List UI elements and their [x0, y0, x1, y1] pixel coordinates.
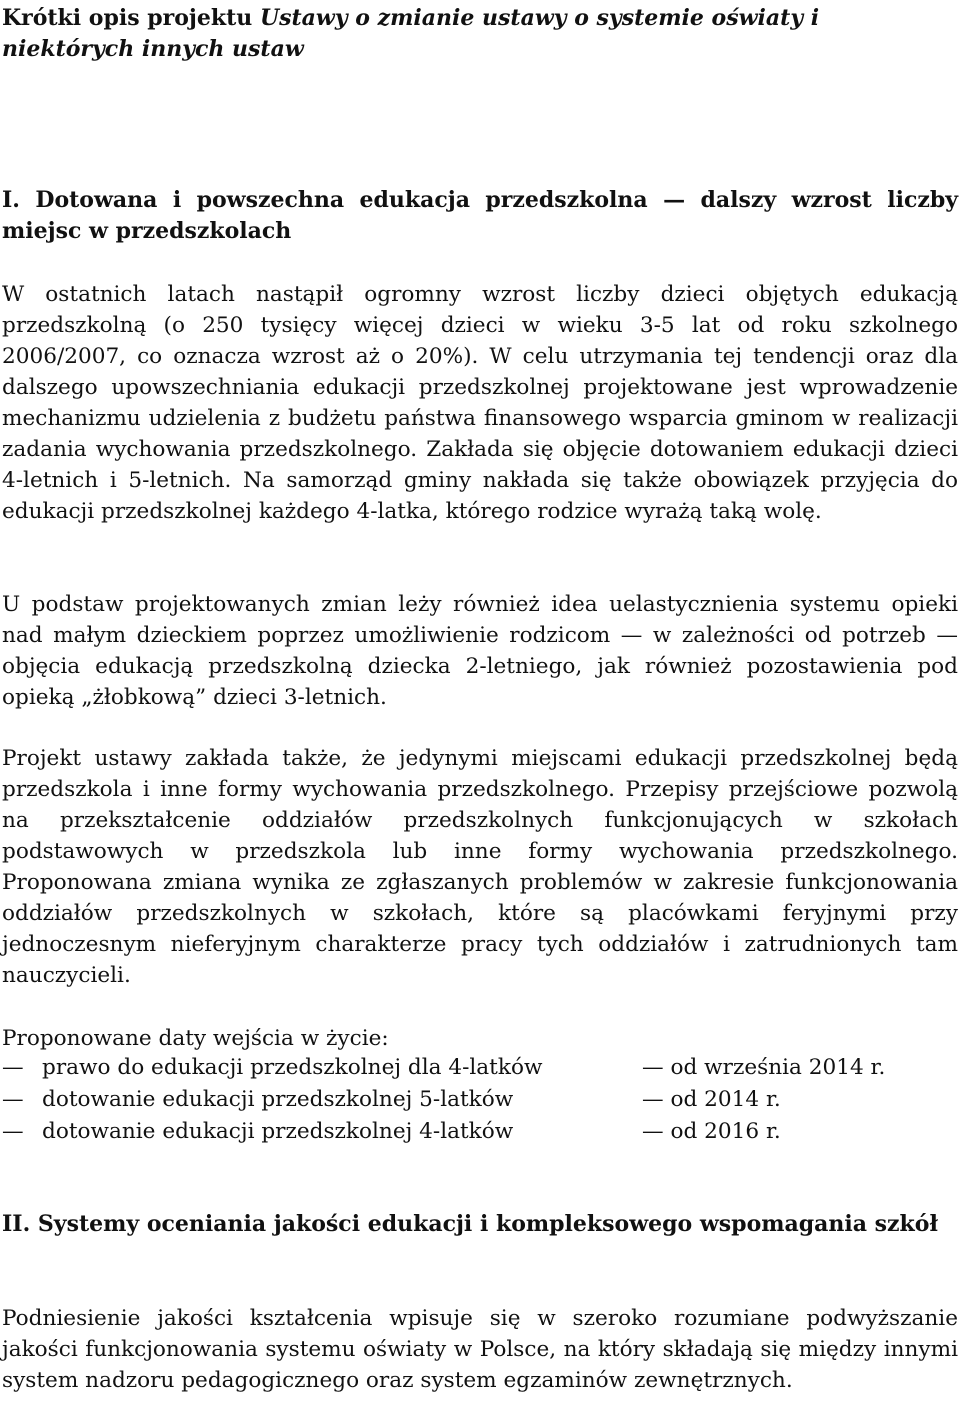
section-2-paragraph-1: Podniesienie jakości kształcenia wpisuje się w szeroko rozumiane podwyższanie jakości funkcjonowania systemu oświaty w Polsce, na który składają się między innymi system nadzoru pedagogicznego oraz system egzaminów zewnętrznych. — [2, 1306, 958, 1393]
date-item-label: prawo do edukacji przedszkolnej dla 4-latków — [42, 1055, 543, 1080]
dates-list-item — [2, 1084, 958, 1116]
title-act-name: Ustawy o zmianie ustawy o systemie oświaty i niektórych innych ustaw — [2, 5, 820, 62]
section-1-paragraph-2: U podstaw projektowanych zmian leży również idea uelastycznienia systemu opieki nad małym dzieckiem poprzez umożliwienie rodzicom — w zależności od potrzeb — objęcia edukacją przedszkolną dziecka 2-letniego, jak również pozostawienia pod opieką „żłobkową” dzieci 3-letnich. — [2, 592, 958, 710]
date-item-date: — od 2016 r. — [642, 1119, 781, 1144]
date-item-label: dotowanie edukacji przedszkolnej 4-latków — [42, 1119, 514, 1144]
section-2-heading: II. Systemy oceniania jakości edukacji i kompleksowego wspomagania szkół — [2, 1211, 938, 1237]
section-1-paragraph-1: W ostatnich latach nastąpił ogromny wzrost liczby dzieci objętych edukacją przedszkolną (o 250 tysięcy więcej dzieci w wieku 3-5 lat od roku szkolnego 2006/2007, co oznacza wzrost aż o 20%). W celu utrzymania tej tendencji oraz dla dalszego upowszechniania edukacji przedszkolnej projektowane jest wprowadzenie mechanizmu udzielenia z budżetu państwa finansowego wsparcia gminom w realizacji zadania wychowania przedszkolnego. Zakłada się objęcie dotowaniem edukacji dzieci 4-letnich i 5-letnich. Na samorząd gminy nakłada się także obowiązek przyjęcia do edukacji przedszkolnej każdego 4-latka, którego rodzice wyrażą taką wolę. — [2, 282, 958, 524]
list-dash: — — [2, 1087, 24, 1112]
section-1-paragraph-3: Projekt ustawy zakłada także, że jedynymi miejscami edukacji przedszkolnej będą przedszkola i inne formy wychowania przedszkolnego. Przepisy przejściowe pozwolą na przekształcenie oddziałów przedszkolnych funkcjonujących w szkołach podstawowych w przedszkola lub inne formy wychowania przedszkolnego. Proponowana zmiana wynika ze zgłaszanych problemów w zakresie funkcjonowania oddziałów przedszkolnych w szkołach, które są placówkami feryjnymi przy jednoczesnym nieferyjnym charakterze pracy tych oddziałów i zatrudnionych tam nauczycieli. — [2, 746, 958, 988]
dates-list-item — [2, 1116, 958, 1148]
date-item-label: dotowanie edukacji przedszkolnej 5-latków — [42, 1087, 514, 1112]
section-1-heading: I. Dotowana i powszechna edukacja przedszkolna — dalszy wzrost liczby miejsc w przedszkolach — [2, 187, 958, 244]
dates-intro: Proponowane daty wejścia w życie: — [2, 1026, 389, 1051]
list-dash: — — [2, 1119, 24, 1144]
date-item-date: — od 2014 r. — [642, 1087, 781, 1112]
date-item-date: — od września 2014 r. — [642, 1055, 886, 1080]
list-dash: — — [2, 1055, 24, 1080]
dates-list — [2, 1052, 958, 1148]
dates-list-item — [2, 1052, 958, 1084]
title-prefix: Krótki opis projektu — [2, 5, 260, 31]
document-title — [2, 3, 958, 65]
